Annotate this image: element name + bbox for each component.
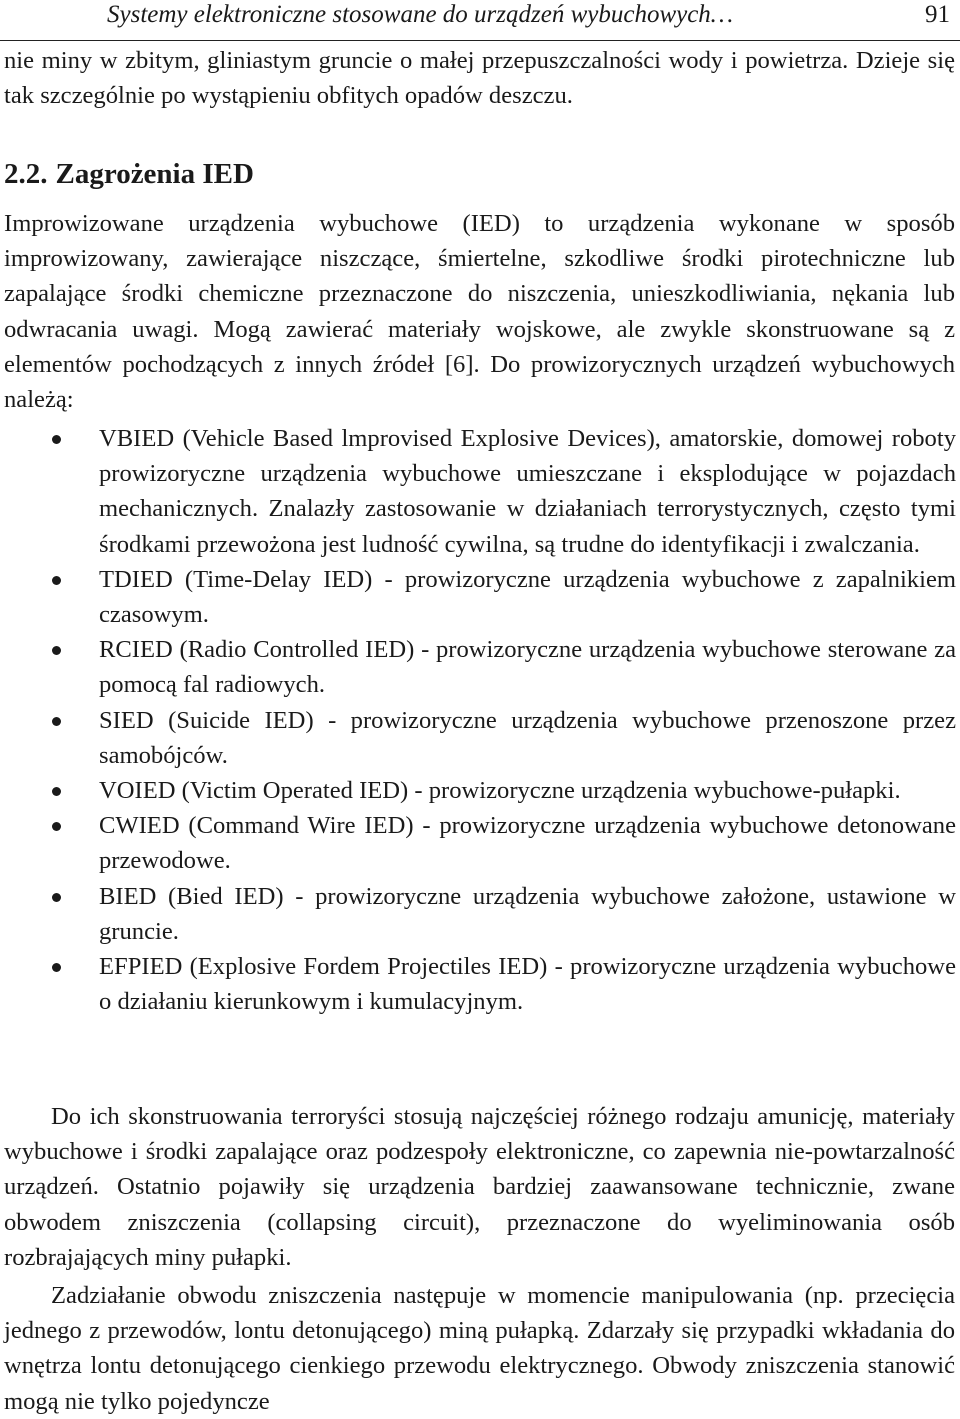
paragraph-construction: Do ich skonstruowania terroryści stosują najczęściej różnego rodzaju amunicję, materiały wybuchowe i środki zapalające oraz podzespoły elektroniczne, co zapewnia nie-powtarzalność urządzeń. Ostatnio pojawiły się urządzenia bardziej zaawansowane technicznie, zwane obwodem zniszczenia (collapsing circuit), przeznaczone do wyeliminowania osób rozbrajających miny pułapki. xyxy=(4,1103,955,1271)
list-item xyxy=(0,632,956,702)
list-item-text: SIED (Suicide IED) - prowizoryczne urządzenia wybuchowe przenoszone przez samobójców. xyxy=(99,706,956,769)
bullet-icon xyxy=(52,963,61,972)
list-item xyxy=(0,808,956,878)
list-item xyxy=(0,421,956,562)
list-item-text: TDIED (Time-Delay IED) - prowizoryczne urządzenia wybuchowe z zapalnikiem czasowym. xyxy=(99,565,956,629)
page-number: 91 xyxy=(925,1,950,28)
paragraph-continuation: nie miny w zbitym, gliniastym gruncie o małej przepuszczalności wody i powietrza. Dzieje się tak szczególnie po wystąpieniu obfitych opadów deszczu. xyxy=(4,47,955,110)
list-item-text: EFPIED (Explosive Fordem Projectiles IED) - prowizoryczne urządzenia wybuchowe o działaniu kierunkowym i kumulacyjnym. xyxy=(99,953,956,1016)
bullet-icon xyxy=(52,576,61,585)
list-item xyxy=(0,562,956,632)
section-heading xyxy=(4,155,254,193)
list-item-text: VBIED (Vehicle Based lmprovised Explosive Devices), amatorskie, domowej roboty prowizoryczne urządzenia wybuchowe umieszczane i eksplodujące w pojazdach mechanicznych. Znalazły zastosowanie w działaniach terrorystycznych, często tymi środkami przewożona jest ludność cywilna, są trudne do identyfikacji i zwalczania. xyxy=(99,425,956,558)
list-item xyxy=(0,703,956,773)
list-item-text: RCIED (Radio Controlled IED) - prowizoryczne urządzenia wybuchowe sterowane za pomocą fal radiowych. xyxy=(99,636,956,699)
list-item-text: VOIED (Victim Operated IED) - prowizoryczne urządzenia wybuchowe-pułapki. xyxy=(99,777,901,805)
section-title: Zagrożenia IED xyxy=(55,158,254,190)
bullet-icon xyxy=(52,717,61,726)
list-item xyxy=(0,879,956,949)
bullet-icon xyxy=(52,646,61,655)
section-number: 2.2. xyxy=(4,158,48,190)
bullet-icon xyxy=(52,893,61,902)
list-item xyxy=(0,949,956,1019)
paragraph-collapsing-circuit: Zadziałanie obwodu zniszczenia następuje w momencie manipulowania (np. przecięcia jednego z przewodów, lontu detonującego) miną pułapką. Zdarzały się przypadki wkładania do wnętrza lontu detonującego cienkiego przewodu elektrycznego. Obwody zniszczenia stanowić mogą nie tylko pojedyncze xyxy=(4,1282,955,1415)
bullet-icon xyxy=(52,787,61,796)
list-item xyxy=(0,773,956,808)
header-title: Systemy elektroniczne stosowane do urządzeń wybuchowych… xyxy=(107,1,734,28)
bullet-icon xyxy=(52,435,61,444)
list-item-text: BIED (Bied IED) - prowizoryczne urządzenia wybuchowe założone, ustawione w gruncie. xyxy=(99,882,956,945)
running-header xyxy=(0,0,960,41)
paragraph-intro: Improwizowane urządzenia wybuchowe (IED) to urządzenia wykonane w sposób improwizowany, zawierające niszczące, śmiertelne, szkodliwe środki pirotechniczne lub zapalające środki chemiczne przeznaczone do niszczenia, unieszkodliwiania, nękania lub odwracania uwagi. Mogą zawierać materiały wojskowe, ale zwykle skonstruowane są z elementów pochodzących z innych źródeł [6]. Do prowizorycznych urządzeń wybuchowych należą: xyxy=(4,210,955,414)
list-item-text: CWIED (Command Wire IED) - prowizoryczne urządzenia wybuchowe detonowane przewodowe. xyxy=(99,812,956,875)
ied-type-list xyxy=(0,421,956,1019)
bullet-icon xyxy=(52,822,61,831)
